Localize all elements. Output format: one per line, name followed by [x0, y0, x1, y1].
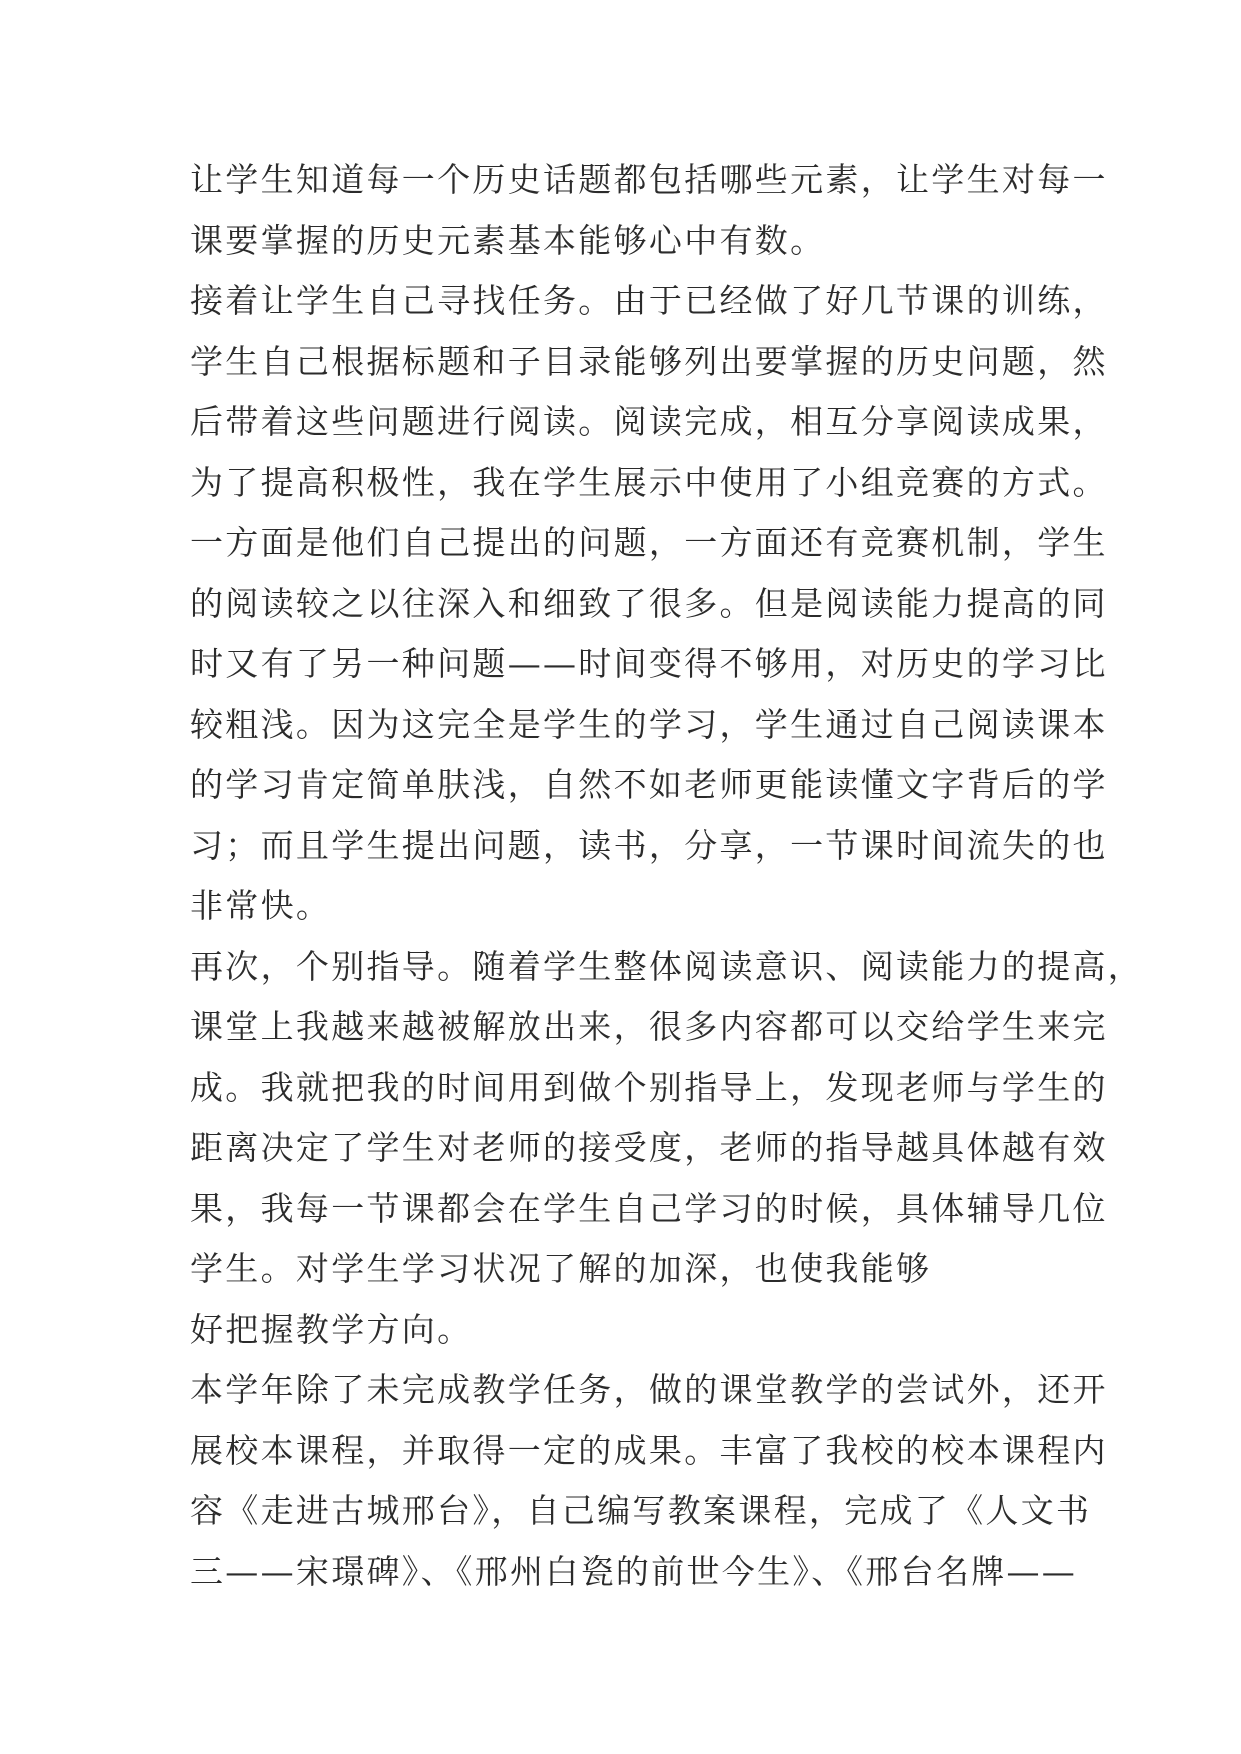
text-line: 非常快。 — [190, 886, 332, 925]
text-line: 本学年除了未完成教学任务，做的课堂教学的尝试外，还开 — [190, 1370, 1108, 1409]
body-text — [190, 150, 1144, 1602]
text-line: 为了提高积极性，我在学生展示中使用了小组竞赛的方式。 — [190, 462, 1108, 502]
text-line: 课堂上我越来越被解放出来，很多内容都可以交给学生来完 — [190, 1007, 1108, 1046]
text-line: 接着让学生自己寻找任务。由于已经做了好几节课的训练， — [190, 281, 1108, 320]
text-line: 容《走进古城邢台》，自己编写教案课程，完成了《人文书 — [190, 1491, 1092, 1530]
text-line: 果，我每一节课都会在学生自己学习的时候，具体辅导几位 — [190, 1188, 1108, 1228]
text-line: 好把握教学方向。 — [190, 1309, 473, 1349]
text-line: 展校本课程，并取得一定的成果。丰富了我校的校本课程内 — [190, 1430, 1108, 1470]
text-line: 习；而且学生提出问题，读书，分享，一节课时间流失的也 — [190, 825, 1108, 865]
text-line: 三——宋璟碑》、《邢州白瓷的前世今生》、《邢台名牌—— — [190, 1551, 1078, 1591]
text-line: 让学生知道每一个历史话题都包括哪些元素，让学生对每一 — [190, 160, 1108, 199]
text-line: 距离决定了学生对老师的接受度，老师的指导越具体越有效 — [190, 1128, 1108, 1167]
text-line: 后带着这些问题进行阅读。阅读完成，相互分享阅读成果， — [190, 402, 1108, 441]
text-line: 一方面是他们自己提出的问题，一方面还有竞赛机制，学生 — [190, 523, 1108, 562]
text-line: 学生自己根据标题和子目录能够列出要掌握的历史问题，然 — [190, 341, 1108, 381]
text-line: 时又有了另一种问题——时间变得不够用，对历史的学习比 — [190, 644, 1108, 683]
text-line: 学生。对学生学习状况了解的加深，也使我能够 — [190, 1249, 932, 1288]
text-line: 较粗浅。因为这完全是学生的学习，学生通过自己阅读课本 — [190, 704, 1108, 744]
text-line: 课要掌握的历史元素基本能够心中有数。 — [190, 220, 826, 260]
text-line: 的阅读较之以往深入和细致了很多。但是阅读能力提高的同 — [190, 583, 1108, 623]
text-line: 成。我就把我的时间用到做个别指导上，发现老师与学生的 — [190, 1067, 1108, 1107]
text-line: 的学习肯定简单肤浅，自然不如老师更能读懂文字背后的学 — [190, 765, 1108, 804]
text-line: 再次，个别指导。随着学生整体阅读意识、阅读能力的提高， — [190, 946, 1144, 986]
